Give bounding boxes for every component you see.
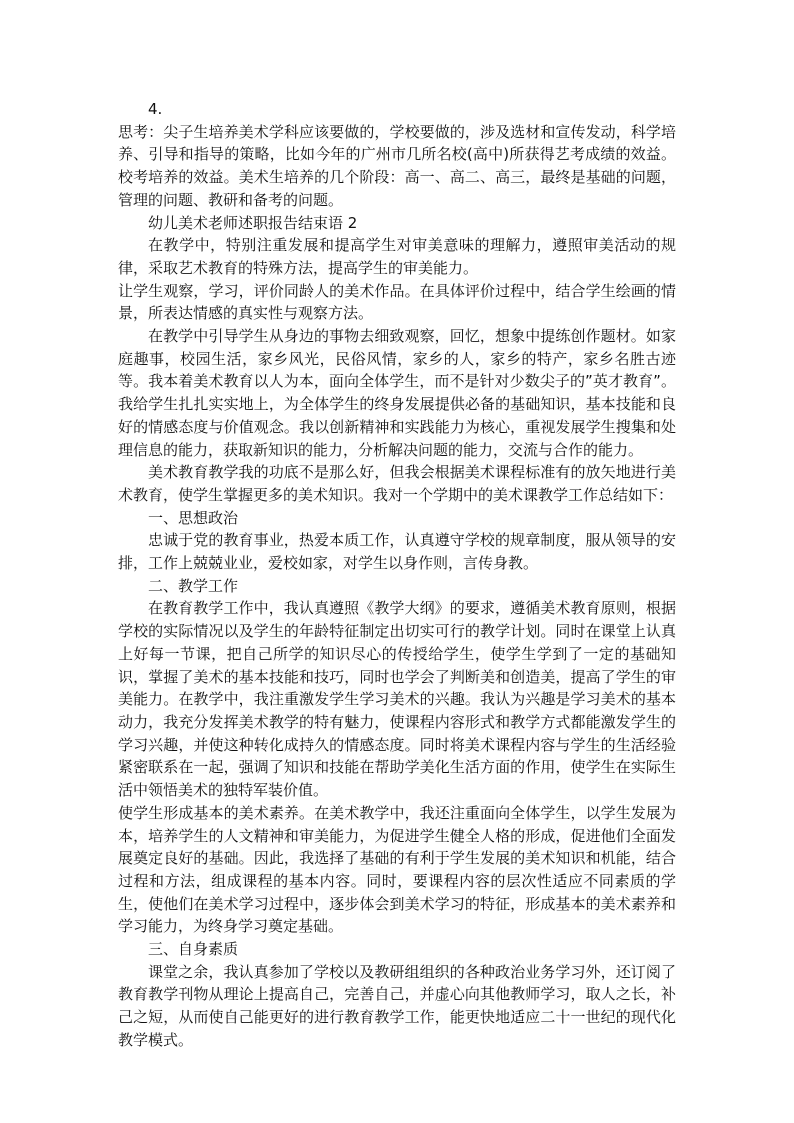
- paragraph-item-number: 4.: [148, 100, 163, 118]
- paragraph: 美术教育教学我的功底不是那么好，但我会根据美术课程标准有的放矢地进行美术教育，使学生掌握更多的美术知识。我对一个学期中的美术课教学工作总结如下：: [118, 463, 676, 504]
- paragraph: 忠诚于党的教育事业，热爱本质工作，认真遵守学校的规章制度，服从领导的安排，工作上兢兢业业，爱校如家，对学生以身作则，言传身教。: [118, 531, 676, 573]
- paragraph: 在教学中引导学生从身边的事物去细致观察，回忆，想象中提练创作题材。如家庭趣事，校园生活，家乡风光，民俗风情，家乡的人，家乡的特产，家乡名胜古迹等。我本着美术教育以人为本，面向全体学生，而不是针对少数尖子的”英才教育”。我给学生扎扎实实地上，为全体学生的终身发展提供必备的基础知识，基本技能和良好的情感态度与价值观念。我以创新精神和实践能力为核心，重视发展学生搜集和处理信息的能力，获取新知识的能力，分析解决问题的能力，交流与合作的能力。: [118, 327, 676, 459]
- section-heading-teaching: 二、教学工作: [148, 576, 239, 595]
- paragraph: 在教学中，特别注重发展和提高学生对审美意味的理解力，遵照审美活动的规律，采取艺术教育的特殊方法，提高学生的审美能力。: [118, 236, 676, 277]
- paragraph: 让学生观察，学习，评价同龄人的美术作品。在具体评价过程中，结合学生绘画的情景，所表达情感的真实性与观察方法。: [118, 281, 676, 323]
- section-heading-politics: 一、思想政治: [148, 508, 239, 527]
- paragraph: 使学生形成基本的美术素养。在美术教学中，我还注重面向全体学生，以学生发展为本，培养学生的人文精神和审美能力，为促进学生健全人格的形成，促进他们全面发展奠定良好的基础。因此，我选择了基础的有利于学生发展的美术知识和机能，结合过程和方法，组成课程的基本内容。同时，要课程内容的层次性适应不同素质的学生，使他们在美术学习过程中，逐步体会到美术学习的特征，形成基本的美术素养和学习能力，为终身学习奠定基础。: [118, 803, 676, 936]
- document-body: [118, 98, 676, 1052]
- paragraph: 课堂之余，我认真参加了学校以及教研组组织的各种政治业务学习外，还订阅了教育教学刊物从理论上提高自己，完善自己，并虚心向其他教师学习，取人之长，补己之短，从而使自己能更好的进行教育教学工作，能更快地适应二十一世纪的现代化教学模式。: [118, 962, 676, 1049]
- section-title: 幼儿美术老师述职报告结束语 2: [148, 213, 358, 232]
- paragraph-reflection: 思考：尖子生培养美术学科应该要做的，学校要做的，涉及选材和宣传发动，科学培养、引导和指导的策略，比如今年的广州市几所名校(高中)所获得艺考成绩的效益。校考培养的效益。美术生培养的几个阶段：高一、高二、高三，最终是基础的问题，管理的问题、教研和备考的问题。: [118, 122, 676, 209]
- section-heading-quality: 三、自身素质: [148, 940, 239, 959]
- paragraph: 在教育教学工作中，我认真遵照《教学大纲》的要求，遵循美术教育原则，根据学校的实际情况以及学生的年龄特征制定出切实可行的教学计划。同时在课堂上认真上好每一节课，把自己所学的知识尽心的传授给学生，使学生学到了一定的基础知识，掌握了美术的基本技能和技巧，同时也学会了判断美和创造美，提高了学生的审美能力。在教学中，我注重激发学生学习美术的兴趣。我认为兴趣是学习美术的基本动力，我充分发挥美术教学的特有魅力，使课程内容形式和教学方式都能激发学生的学习兴趣，并使这种转化成持久的情感态度。同时将美术课程内容与学生的生活经验紧密联系在一起，强调了知识和技能在帮助学美化生活方面的作用，使学生在实际生活中领悟美术的独特军装价值。: [118, 599, 676, 800]
